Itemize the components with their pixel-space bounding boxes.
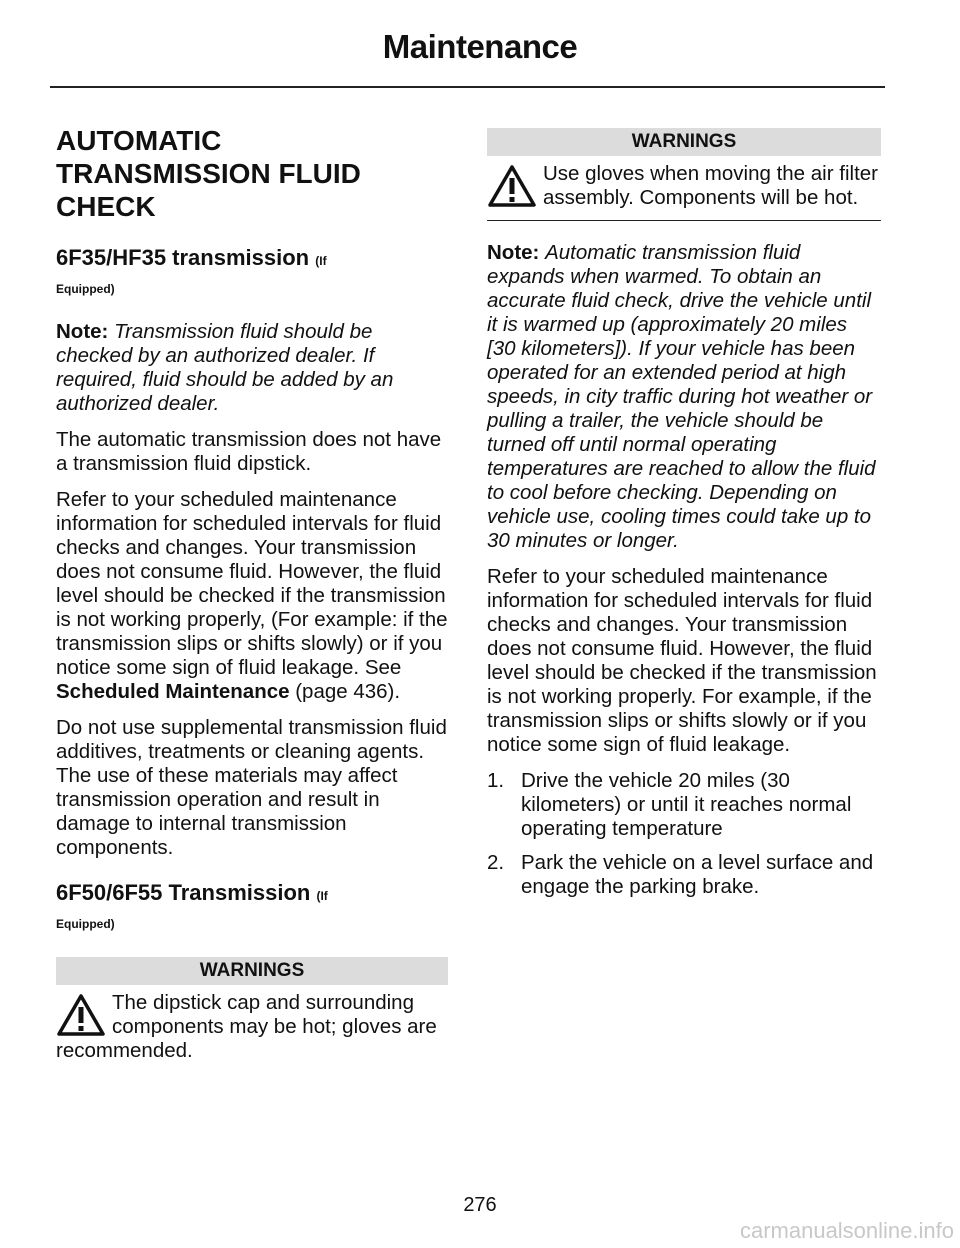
warnings-header: WARNINGS — [487, 128, 881, 156]
subsection-heading-6f35 — [56, 245, 448, 274]
scheduled-maintenance-link[interactable]: Scheduled Maintenance — [56, 680, 290, 703]
warning-block — [56, 991, 448, 1063]
paragraph-text: Refer to your scheduled maintenance information for scheduled intervals for fluid checks and changes. Your transmission does not consume fluid. However, the fluid level should be checked if the transmission is not working properly, (For example: if the transmission slips or shifts slowly) or if you notice some sign of fluid leakage. See — [56, 488, 448, 679]
step-text: Park the vehicle on a level surface and engage the parking brake. — [521, 851, 874, 898]
paragraph-maintenance-info: Refer to your scheduled maintenance information for scheduled intervals for fluid checks and changes. Your transmission does not consume fluid. However, the fluid level should be checked if the transmission is not working properly. For example, if the transmission slips or shifts slowly or if you notice some sign of fluid leakage. — [487, 565, 877, 756]
section-heading — [56, 124, 448, 223]
right-column — [487, 128, 881, 909]
page-reference: (page 436). — [289, 680, 401, 703]
warning-triangle-icon — [487, 164, 537, 208]
step-number: 1. — [487, 769, 505, 792]
heading-line-1: AUTOMATIC — [56, 125, 222, 156]
note-label: Note: — [56, 320, 109, 343]
note-paragraph — [487, 241, 881, 553]
page-header-title: Maintenance — [382, 28, 578, 65]
list-item — [487, 851, 881, 899]
note-label: Note: — [487, 241, 540, 264]
note-text: Transmission fluid should be checked by an authorized dealer. If required, fluid should be added by an authorized dealer. — [56, 320, 394, 415]
watermark: carmanualsonline.info — [739, 1218, 954, 1243]
paragraph-maintenance-info — [56, 488, 448, 704]
note-text: Automatic transmission fluid expands when warmed. To obtain an accurate fluid check, drive the vehicle until it is warmed up (approximately 20 miles [30 kilometers]). If your vehicle has been operated for an extended period at high speeds, in city traffic during hot weather or pulling a trailer, the vehicle should be turned off until normal operating temperatures are reached to allow the fluid to cool before checking. Depending on vehicle use, cooling times could take up to 30 minutes or longer. — [487, 241, 876, 552]
warning-text: The dipstick cap and surrounding components may be hot; gloves are recommended. — [56, 991, 437, 1062]
list-item — [487, 769, 881, 841]
warning-text: Use gloves when moving the air filter assembly. Components will be hot. — [543, 162, 878, 209]
procedure-steps — [487, 769, 881, 899]
left-column — [56, 124, 448, 1077]
subsection-suffix-cont: Equipped) — [56, 917, 115, 931]
subsection-suffix-cont: Equipped) — [56, 282, 115, 296]
note-paragraph — [56, 320, 448, 416]
heading-line-2: TRANSMISSION FLUID — [56, 158, 361, 189]
heading-line-3: CHECK — [56, 191, 156, 222]
warning-triangle-icon — [56, 993, 106, 1037]
subsection-heading-6f50 — [56, 880, 448, 909]
step-number: 2. — [487, 851, 505, 874]
warning-block — [487, 162, 881, 210]
subsection-title: 6F35/HF35 transmission — [56, 245, 310, 270]
warning-divider — [487, 220, 881, 221]
subsection-suffix: (If — [316, 889, 328, 903]
paragraph-no-dipstick: The automatic transmission does not have a transmission fluid dipstick. — [56, 428, 442, 475]
subsection-title: 6F50/6F55 Transmission — [56, 880, 311, 905]
step-text: Drive the vehicle 20 miles (30 kilometers) or until it reaches normal operating temperature — [521, 769, 852, 840]
subsection-suffix: (If — [315, 254, 327, 268]
warnings-header: WARNINGS — [56, 957, 448, 985]
header-divider — [50, 86, 885, 88]
paragraph-additives: Do not use supplemental transmission fluid additives, treatments or cleaning agents. The use of these materials may affect transmission operation and result in damage to internal transmission components. — [56, 716, 447, 859]
page-number: 276 — [463, 1194, 497, 1216]
